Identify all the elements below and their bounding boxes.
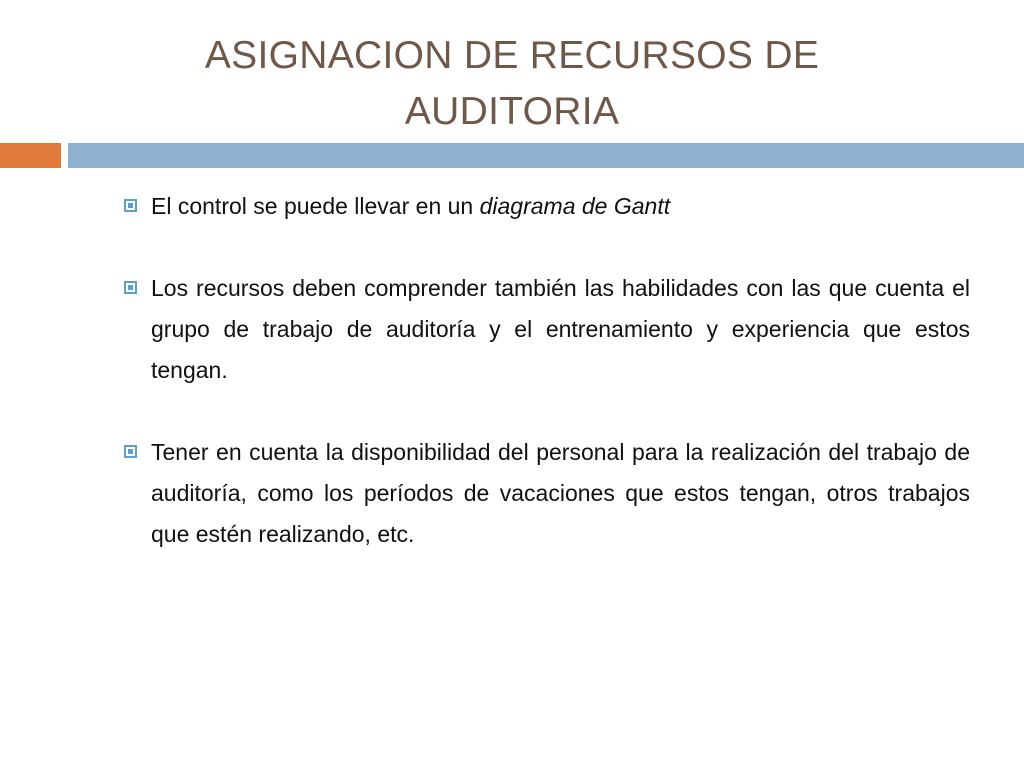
bullet-text: Los recursos deben comprender también las habilidades con las que cuenta el grupo de trabajo de auditoría y el entrenamiento y experiencia que estos tengan. — [151, 275, 970, 383]
slide-title — [112, 28, 912, 140]
bullet-text-italic: diagrama de Gantt — [479, 193, 671, 219]
bullet-item-skills — [120, 268, 970, 391]
bullet-text: Tener en cuenta la disponibilidad del personal para la realización del trabajo de auditoría, como los períodos de vacaciones que estos tengan, otros trabajos que estén realizando, etc. — [151, 439, 970, 547]
square-bullet-icon — [124, 281, 137, 294]
bullet-list — [120, 186, 970, 555]
slide-title-line-1: ASIGNACION DE RECURSOS DE — [204, 34, 820, 77]
accent-bar-right — [68, 143, 1024, 168]
bullet-item-gantt — [120, 186, 970, 227]
square-bullet-icon — [124, 445, 137, 458]
square-bullet-icon — [124, 199, 137, 212]
slide-title-line-2: AUDITORIA — [404, 90, 620, 133]
bullet-item-availability — [120, 432, 970, 555]
accent-bar-left — [0, 143, 61, 168]
bullet-text: El control se puede llevar en un — [151, 193, 480, 219]
